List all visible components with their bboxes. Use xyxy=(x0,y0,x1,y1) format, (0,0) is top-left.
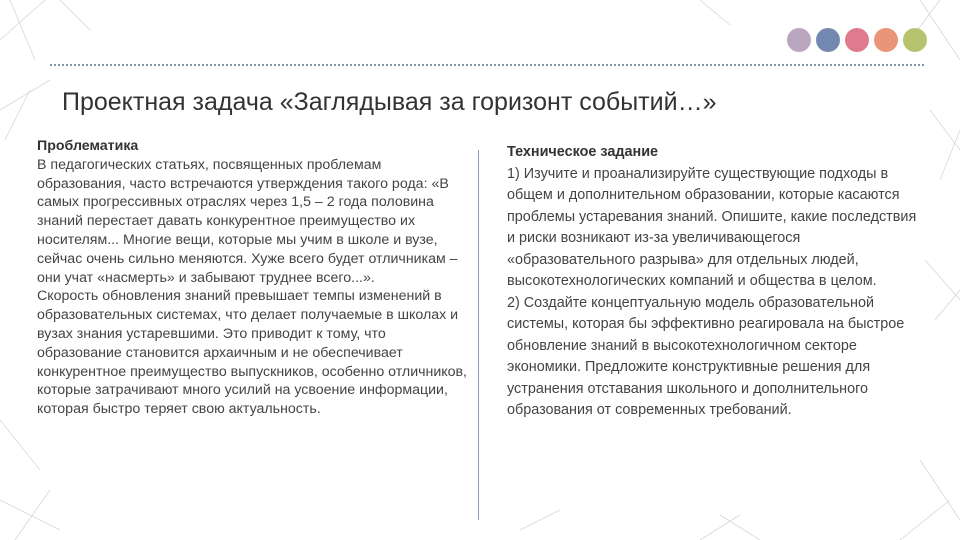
dot-green xyxy=(903,28,927,52)
task-heading: Техническое задание xyxy=(507,144,659,160)
problem-paragraph-2: Скорость обновления знаний превышает темпы изменений в образовательных системах, что делает получаемые в школах и вузах знания устаревшими. Это приводит к тому, что образование становится архаичным и не обеспечивает конкурентное преимущество выпускников, особенно отличников, которые затрачивают много усилий на усвоение информации, которая быстро теряет свою актуальность. xyxy=(37,288,468,418)
task-item-2: 2) Создайте концептуальную модель образовательной системы, которая бы эффективно реагировала на быстрое обновление знаний в высокотехнологичном секторе экономики. Предложите конструктивные решения для устранения отставания школьного и дополнительного образования от современных требований. xyxy=(507,294,905,418)
dot-orange xyxy=(874,28,898,52)
task-column xyxy=(507,142,927,422)
dot-pink xyxy=(845,28,869,52)
dot-blue xyxy=(816,28,840,52)
slide-title: Проектная задача «Заглядывая за горизонт событий…» xyxy=(62,88,717,116)
dot-lavender xyxy=(787,28,811,52)
task-item-1: 1) Изучите и проанализируйте существующие подходы в общем и дополнительном образовании, которые касаются проблемы устаревания знаний. Опишите, какие последствия и риски возникают из-за увеличивающегося «образовательного разрыва» для отдельных людей, высокотехнологических компаний и общества в целом. xyxy=(507,165,917,289)
problem-paragraph-1: В педагогических статьях, посвященных проблемам образования, часто встречаются утверждения такого рода: «В самых прогрессивных отраслях через 1,5 – 2 года половина знаний перестает давать конкурентное преимущество их носителям... Многие вещи, которые мы учим в школе и вузе, сейчас очень сильно меняются. Хуже всего будет отличникам – они учат «насмерть» и забывают труднее всего...». xyxy=(37,156,458,286)
problem-column xyxy=(37,137,469,419)
problem-heading: Проблематика xyxy=(37,138,139,154)
header-divider xyxy=(50,64,924,66)
color-dots xyxy=(787,28,927,52)
column-divider xyxy=(478,150,479,520)
